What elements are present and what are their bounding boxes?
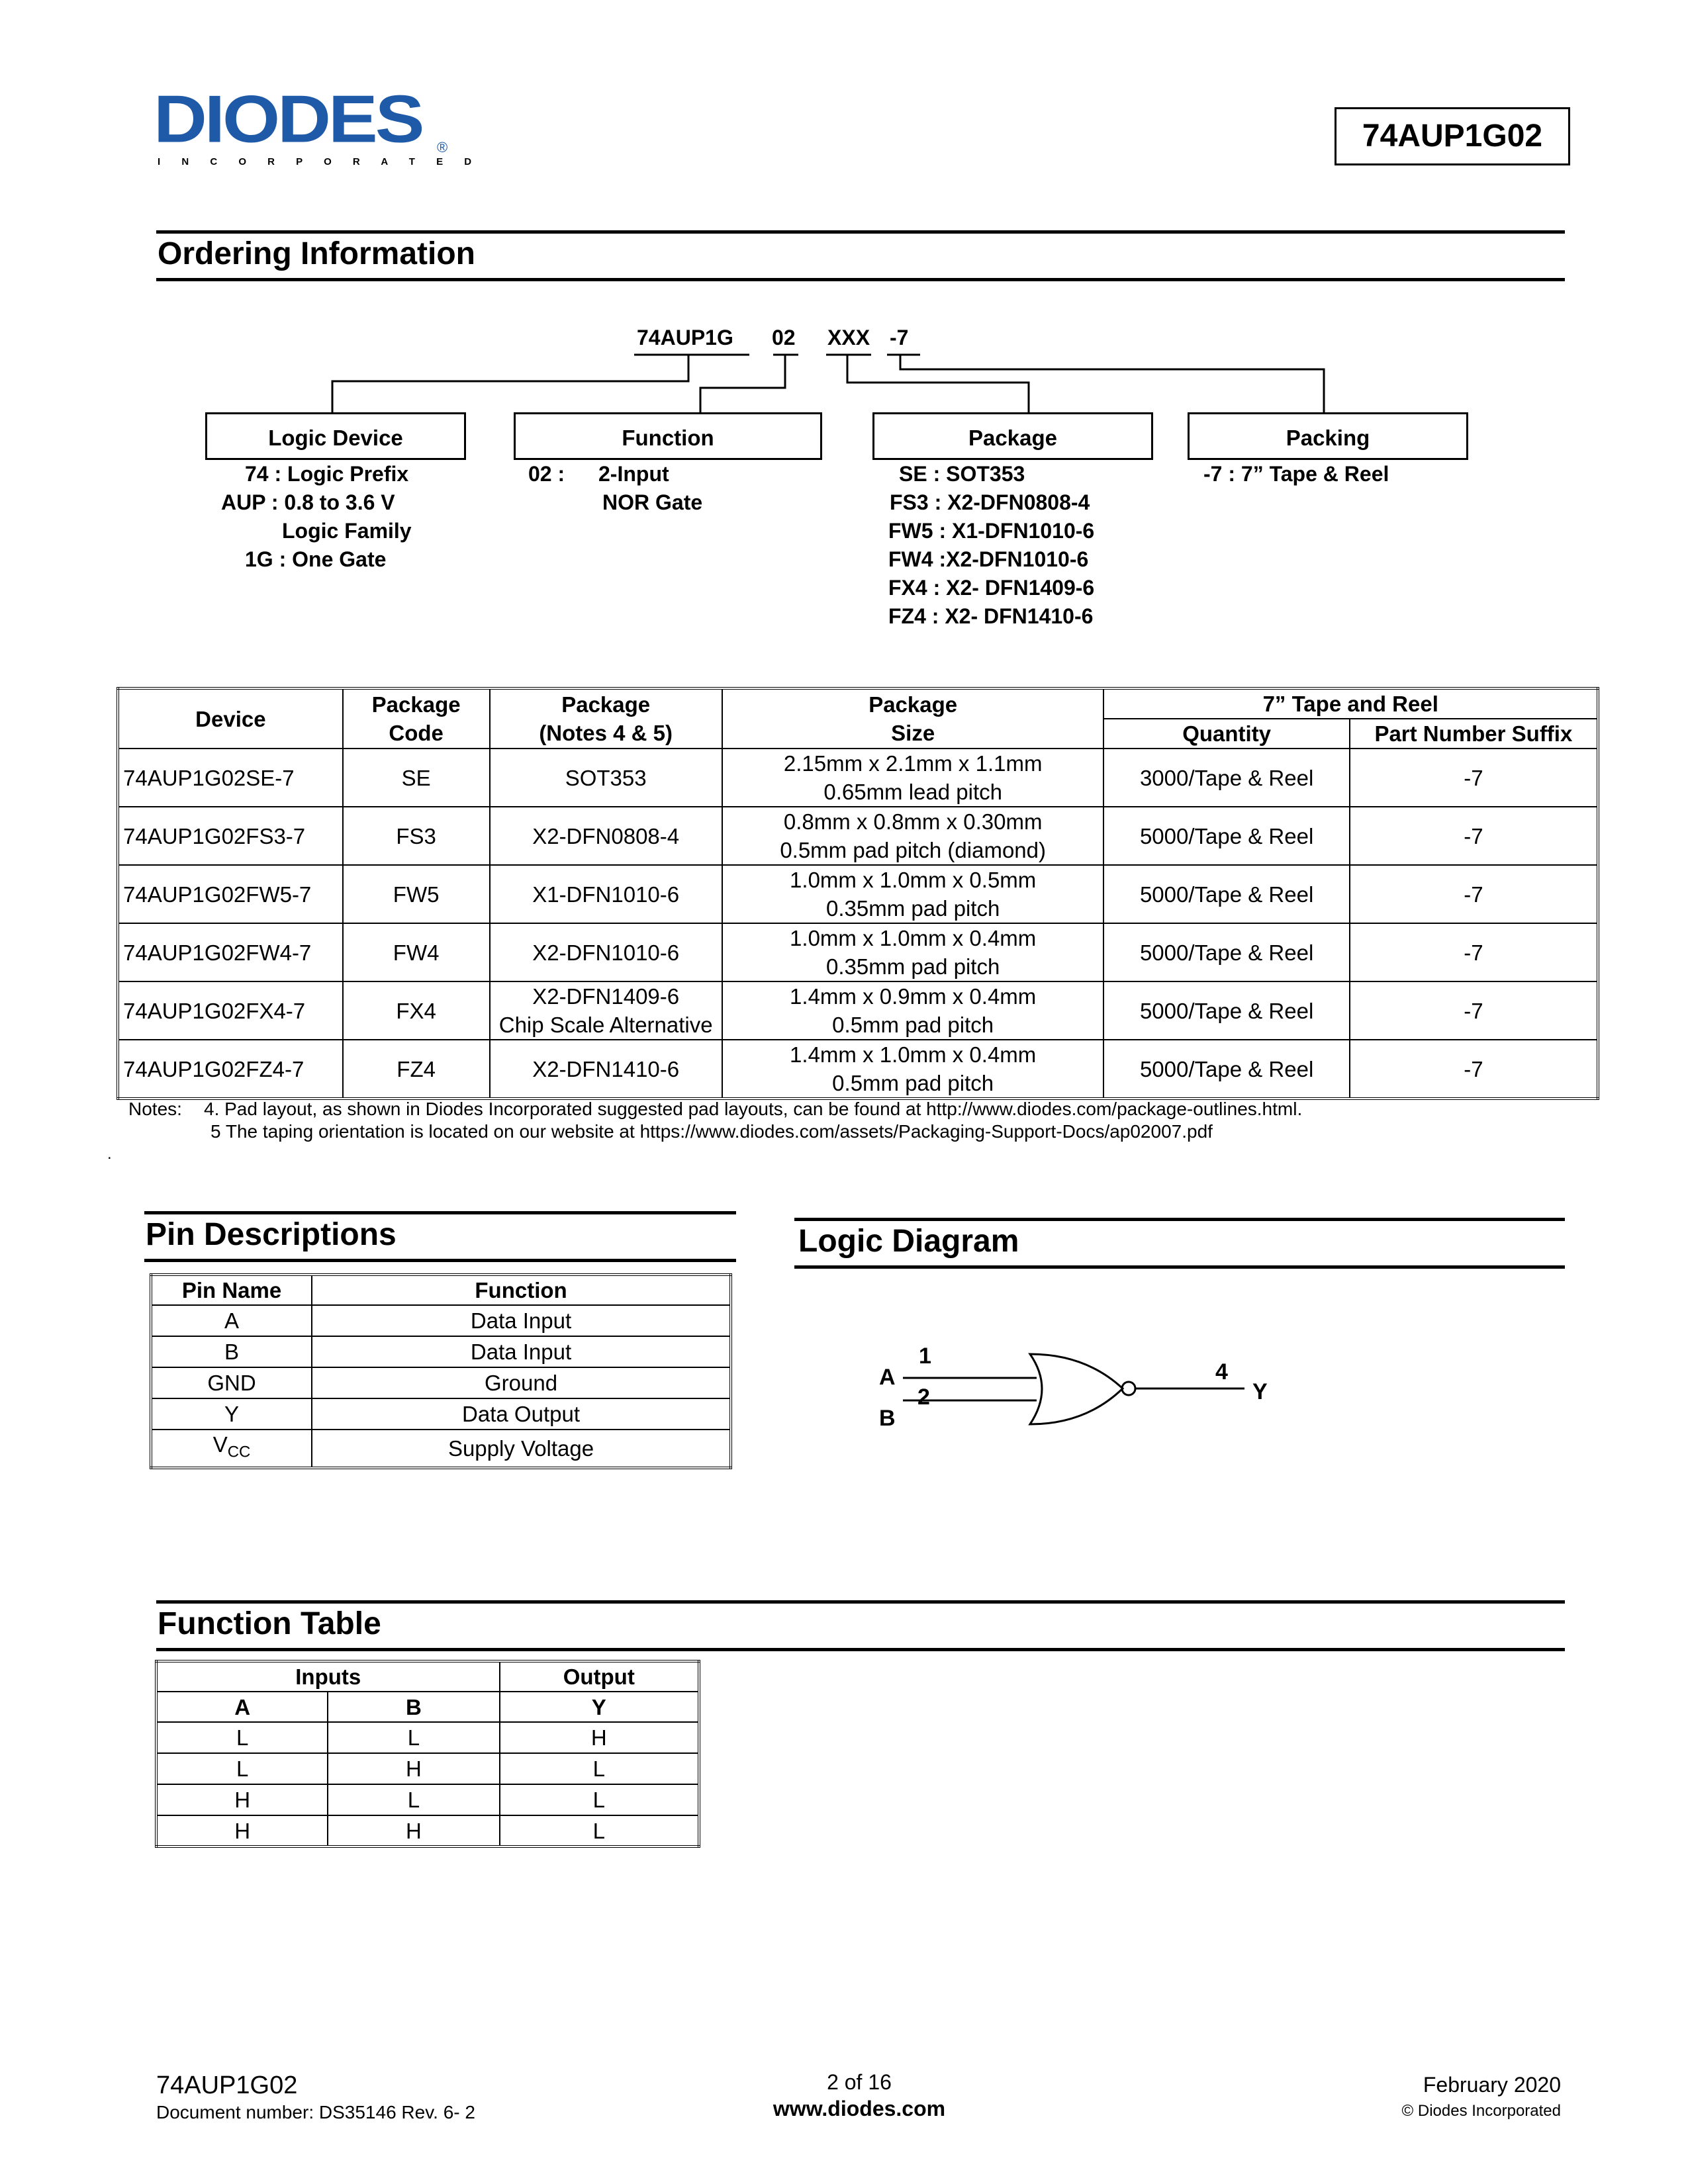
truth-cell-b: H [328, 1753, 499, 1784]
truth-cell-y: L [500, 1753, 700, 1784]
package-line: X2-DFN1410-6 [532, 1056, 680, 1081]
ordering-connector-lines [0, 0, 1688, 463]
cell-package-size [722, 1040, 1104, 1099]
category-box-function [514, 412, 822, 460]
function-bottom-rule [156, 1648, 1565, 1651]
cell-pin-name [151, 1336, 312, 1367]
package-line: Chip Scale Alternative [498, 1013, 713, 1037]
pin-header-function: Function [312, 1275, 731, 1305]
cell-package-size [722, 865, 1104, 923]
category-label: Packing [1286, 426, 1370, 450]
header-tape-reel: 7” Tape and Reel [1103, 688, 1598, 719]
package-desc-2: FS3 : X2-DFN0808-4 [890, 490, 1090, 514]
output-y-label: Y [1252, 1379, 1268, 1404]
cell-package [490, 1040, 722, 1099]
cell-pin-name [151, 1430, 312, 1468]
cell-package-code: FW4 [343, 923, 490, 981]
cell-quantity: 5000/Tape & Reel [1103, 1040, 1349, 1099]
cell-package-code: FS3 [343, 807, 490, 865]
truth-cell-y: H [500, 1722, 700, 1753]
device-row [118, 749, 1598, 807]
cell-package-code: SE [343, 749, 490, 807]
pin-name: Y [224, 1402, 240, 1426]
device-row [118, 865, 1598, 923]
pin-2-label: 2 [917, 1385, 930, 1410]
function-table-title: Function Table [158, 1606, 381, 1641]
cell-device: 74AUP1G02FW5-7 [118, 865, 343, 923]
header-device: Device [118, 688, 343, 749]
header-quantity: Quantity [1103, 719, 1349, 749]
size-line: 0.8mm x 0.8mm x 0.30mm [783, 809, 1043, 834]
code-part-package: XXX [827, 326, 870, 349]
cell-suffix: -7 [1350, 981, 1598, 1040]
function-desc-2: NOR Gate [602, 490, 703, 514]
footer-date: February 2020 [1423, 2073, 1561, 2097]
cell-package-code: FW5 [343, 865, 490, 923]
cell-package-size [722, 923, 1104, 981]
part-number: 74AUP1G02 [1362, 118, 1543, 154]
cell-quantity: 5000/Tape & Reel [1103, 807, 1349, 865]
header-suffix: Part Number Suffix [1350, 719, 1598, 749]
truth-cell-b: L [328, 1722, 499, 1753]
cell-suffix: -7 [1350, 1040, 1598, 1099]
truth-header-inputs: Inputs [156, 1661, 500, 1692]
footer-website[interactable]: www.diodes.com [773, 2097, 946, 2120]
package-desc-3: FW5 : X1-DFN1010-6 [888, 519, 1095, 543]
cell-package-code: FZ4 [343, 1040, 490, 1099]
cell-package-size [722, 807, 1104, 865]
size-line: 0.35mm pad pitch [826, 896, 1000, 921]
package-line: X2-DFN1409-6 [532, 984, 680, 1009]
cell-package [490, 749, 722, 807]
truth-header-b: B [328, 1692, 499, 1722]
package-desc-1: SE : SOT353 [899, 462, 1025, 486]
cell-package-code: FX4 [343, 981, 490, 1040]
input-a-label: A [879, 1365, 896, 1390]
cell-device: 74AUP1G02FW4-7 [118, 923, 343, 981]
cell-suffix: -7 [1350, 923, 1598, 981]
logo-subtitle: I N C O R P O R A T E D [158, 156, 481, 167]
pin-row [151, 1430, 731, 1468]
cell-pin-name [151, 1305, 312, 1336]
truth-cell-y: L [500, 1815, 700, 1846]
cell-suffix: -7 [1350, 749, 1598, 807]
pin-name: V [212, 1432, 228, 1457]
package-line: SOT353 [565, 765, 647, 790]
device-table [117, 687, 1599, 1100]
logo-wordmark: DIODES [154, 81, 422, 157]
cell-pin-function: Data Input [312, 1305, 731, 1336]
cell-suffix: -7 [1350, 807, 1598, 865]
pin-table [150, 1273, 732, 1469]
input-b-label: B [879, 1406, 896, 1431]
code-part-function: 02 [772, 326, 796, 349]
function-top-rule [156, 1600, 1565, 1604]
pin-row [151, 1398, 731, 1430]
code-part-packing: -7 [890, 326, 909, 349]
pin-row [151, 1367, 731, 1398]
pin-1-label: 1 [919, 1343, 931, 1369]
function-desc-code: 02 : [528, 462, 565, 486]
cell-pin-name [151, 1367, 312, 1398]
pin-header-name: Pin Name [151, 1275, 312, 1305]
header-package: Package (Notes 4 & 5) [490, 688, 722, 749]
device-row [118, 1040, 1598, 1099]
truth-header-output: Output [500, 1661, 700, 1692]
cell-package-size [722, 749, 1104, 807]
footer-doc-number: Document number: DS35146 Rev. 6- 2 [156, 2102, 475, 2122]
category-box-package [872, 412, 1153, 460]
truth-row [156, 1753, 699, 1784]
truth-header-y: Y [500, 1692, 700, 1722]
footer-part: 74AUP1G02 [156, 2071, 298, 2099]
cell-package [490, 807, 722, 865]
category-label: Logic Device [268, 426, 403, 450]
cell-pin-function: Data Output [312, 1398, 731, 1430]
logo-registered-mark: ® [437, 139, 448, 156]
size-line: 0.5mm pad pitch [832, 1013, 994, 1037]
cell-device: 74AUP1G02SE-7 [118, 749, 343, 807]
cell-package [490, 981, 722, 1040]
pin-name: B [224, 1340, 240, 1364]
nor-gate-body [1030, 1354, 1123, 1424]
cell-pin-function: Data Input [312, 1336, 731, 1367]
pin-row [151, 1336, 731, 1367]
truth-row [156, 1722, 699, 1753]
cell-quantity: 5000/Tape & Reel [1103, 981, 1349, 1040]
device-row [118, 807, 1598, 865]
logic-title: Logic Diagram [798, 1224, 1019, 1259]
header-package-code: Package Code [343, 688, 490, 749]
footer-copyright: © Diodes Incorporated [1401, 2102, 1561, 2120]
cell-package [490, 923, 722, 981]
truth-cell-b: L [328, 1784, 499, 1815]
logic-top-rule [794, 1218, 1565, 1221]
cell-package-size [722, 981, 1104, 1040]
footer-page: 2 of 16 [827, 2070, 892, 2094]
package-line: X1-DFN1010-6 [532, 882, 680, 907]
size-line: 0.5mm pad pitch (diamond) [780, 838, 1047, 862]
logic-device-desc-3: Logic Family [282, 519, 412, 543]
logic-device-desc-2: AUP : 0.8 to 3.6 V [221, 490, 395, 514]
category-box-packing [1188, 412, 1468, 460]
cell-package [490, 865, 722, 923]
cell-quantity: 3000/Tape & Reel [1103, 749, 1349, 807]
cell-device: 74AUP1G02FX4-7 [118, 981, 343, 1040]
logic-device-desc-4: 1G : One Gate [245, 547, 387, 571]
category-label: Function [622, 426, 714, 450]
package-desc-5: FX4 : X2- DFN1409-6 [888, 576, 1095, 600]
package-desc-6: FZ4 : X2- DFN1410-6 [888, 604, 1094, 628]
truth-row [156, 1784, 699, 1815]
package-line: X2-DFN0808-4 [532, 823, 680, 848]
pin-desc-bottom-rule [144, 1259, 736, 1262]
package-desc-4: FW4 :X2-DFN1010-6 [888, 547, 1089, 571]
size-line: 1.4mm x 1.0mm x 0.4mm [790, 1042, 1037, 1067]
pin-desc-title: Pin Descriptions [146, 1217, 397, 1252]
size-line: 0.65mm lead pitch [823, 780, 1002, 804]
truth-table [155, 1660, 700, 1848]
header-package-size: Package Size [722, 688, 1104, 749]
cell-pin-function: Ground [312, 1367, 731, 1398]
cell-quantity: 5000/Tape & Reel [1103, 865, 1349, 923]
category-box-logic-device [205, 412, 466, 460]
truth-cell-b: H [328, 1815, 499, 1846]
truth-cell-a: H [156, 1784, 328, 1815]
cell-device: 74AUP1G02FZ4-7 [118, 1040, 343, 1099]
ordering-title: Ordering Information [158, 236, 475, 271]
size-line: 2.15mm x 2.1mm x 1.1mm [783, 751, 1043, 776]
notes-label: Notes: [128, 1099, 182, 1119]
truth-cell-a: L [156, 1722, 328, 1753]
pin-name-subscript: CC [227, 1443, 251, 1461]
truth-cell-y: L [500, 1784, 700, 1815]
pin-name: GND [207, 1371, 256, 1395]
note-5: 5 The taping orientation is located on our website at https://www.diodes.com/assets/Packaging-Support-Docs/ap02007.pdf [211, 1121, 1213, 1142]
logic-bottom-rule [794, 1265, 1565, 1269]
cell-pin-name [151, 1398, 312, 1430]
truth-row [156, 1815, 699, 1846]
size-line: 1.0mm x 1.0mm x 0.4mm [790, 926, 1037, 950]
device-row [118, 981, 1598, 1040]
truth-header-a: A [156, 1692, 328, 1722]
pin-name: A [224, 1308, 240, 1333]
truth-cell-a: H [156, 1815, 328, 1846]
size-line: 0.35mm pad pitch [826, 954, 1000, 979]
size-line: 0.5mm pad pitch [832, 1071, 994, 1095]
code-part-prefix: 74AUP1G [637, 326, 733, 349]
size-line: 1.0mm x 1.0mm x 0.5mm [790, 868, 1037, 892]
pin-desc-top-rule [144, 1211, 736, 1214]
packing-desc-1: -7 : 7” Tape & Reel [1203, 462, 1389, 486]
truth-cell-a: L [156, 1753, 328, 1784]
cell-pin-function: Supply Voltage [312, 1430, 731, 1468]
category-label: Package [968, 426, 1057, 450]
function-desc-1: 2-Input [598, 462, 669, 486]
package-line: X2-DFN1010-6 [532, 940, 680, 965]
cell-quantity: 5000/Tape & Reel [1103, 923, 1349, 981]
device-row [118, 923, 1598, 981]
logic-device-desc-1: 74 : Logic Prefix [245, 462, 409, 486]
stray-dot: . [107, 1145, 112, 1163]
pin-row [151, 1305, 731, 1336]
cell-suffix: -7 [1350, 865, 1598, 923]
note-4: 4. Pad layout, as shown in Diodes Incorporated suggested pad layouts, can be found at http://www.diodes.com/package-outlines.html. [204, 1099, 1303, 1119]
cell-device: 74AUP1G02FS3-7 [118, 807, 343, 865]
size-line: 1.4mm x 0.9mm x 0.4mm [790, 984, 1037, 1009]
pin-4-label: 4 [1215, 1359, 1228, 1385]
